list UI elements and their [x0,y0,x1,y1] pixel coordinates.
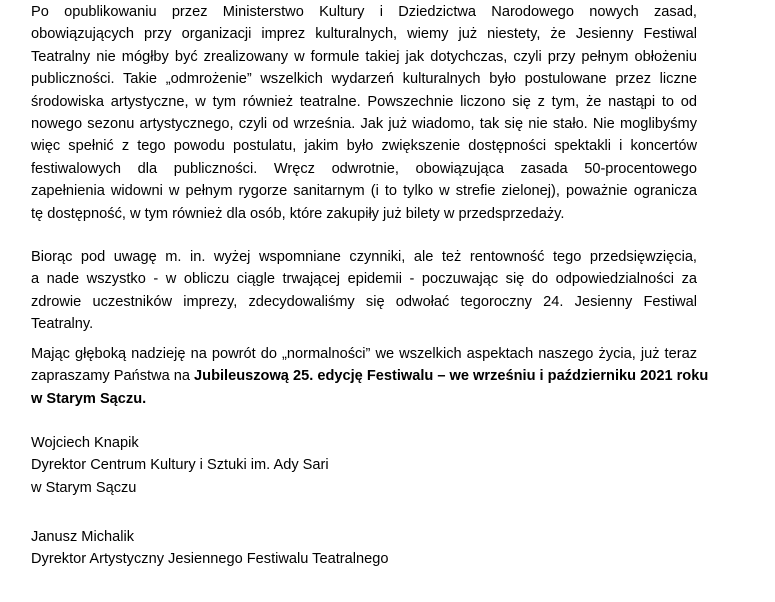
text-line: więc spełnić z tego powodu postulatu, jakim było zwiększenie dostępności spektakli i koncertów [31,138,697,155]
festival-location-highlight: w Starym Sączu. [31,390,147,407]
signatory-title: Dyrektor Artystyczny Jesiennego Festiwalu Teatralnego [31,551,389,568]
paragraph-cancellation-reasons [31,1,697,225]
text-line: nowego sezonu artystycznego, czyli od września. Jak już wiadomo, tak się nie stało. Nie moglibyśmy [31,116,697,133]
signature-artistic-director [31,526,388,571]
text-line: środowiska artystyczne, w tym również teatralne. Powszechnie liczono się z tym, że nastąpi to od [31,93,697,110]
invitation-text: zapraszamy Państwa na [31,368,195,385]
paragraph-invitation [31,343,709,410]
text-line: obowiązujących przy organizacji imprez kulturalnych, wiemy już niestety, że Jesienny Festiwal [31,26,697,43]
text-line: festiwalowych dla publiczności. Wręcz odwrotnie, obowiązująca zasada 50-procentowego [31,160,697,177]
text-line: zdrowie uczestników imprezy, zdecydowaliśmy się odwołać tegoroczny 24. Jesienny Festiwal [31,293,697,310]
text-line: Teatralny. [31,316,94,333]
paragraph-cancellation-decision [31,246,697,336]
text-line: tę dostępność, w tym również dla osób, które zakupiły już bilety w przedsprzedaży. [31,205,565,222]
text-line: a nade wszystko - w obliczu ciągle trwającej epidemii - poczuwając się do odpowiedzialności za [31,271,697,288]
jubilee-edition-highlight: Jubileuszową 25. edycję Festiwalu – we wrześniu i październiku 2021 roku [194,368,709,385]
text-line: Teatralny nie mógłby być zrealizowany w formule takiej jak dotychczas, czyli przy pełnym obłożeniu [31,48,697,65]
text-line: Po opublikowaniu przez Ministerstwo Kultury i Dziedzictwa Narodowego nowych zasad, [31,4,697,20]
text-line: Mając głęboką nadzieję na powrót do „normalności” we wszelkich aspektach naszego życia, już teraz [31,346,697,362]
text-line: Biorąc pod uwagę m. in. wyżej wspomniane czynniki, ale też rentowność tego przedsięwzięcia, [31,249,697,265]
signatory-name: Janusz Michalik [31,529,135,545]
text-line: zapełnienia widowni w pełnym rygorze sanitarnym (i to tylko w strefie zielonej), poważnie ogranicza [31,183,697,200]
text-line: publiczności. Takie „odmrożenie” wszelkich wydarzeń kulturalnych było postulowane przez liczne [31,71,697,88]
signatory-title: Dyrektor Centrum Kultury i Sztuki im. Ady Sari [31,457,329,474]
signatory-place: w Starym Sączu [31,479,137,496]
signatory-name: Wojciech Knapik [31,435,139,451]
text-line [31,365,709,387]
signature-director-culture-centre [31,432,329,499]
